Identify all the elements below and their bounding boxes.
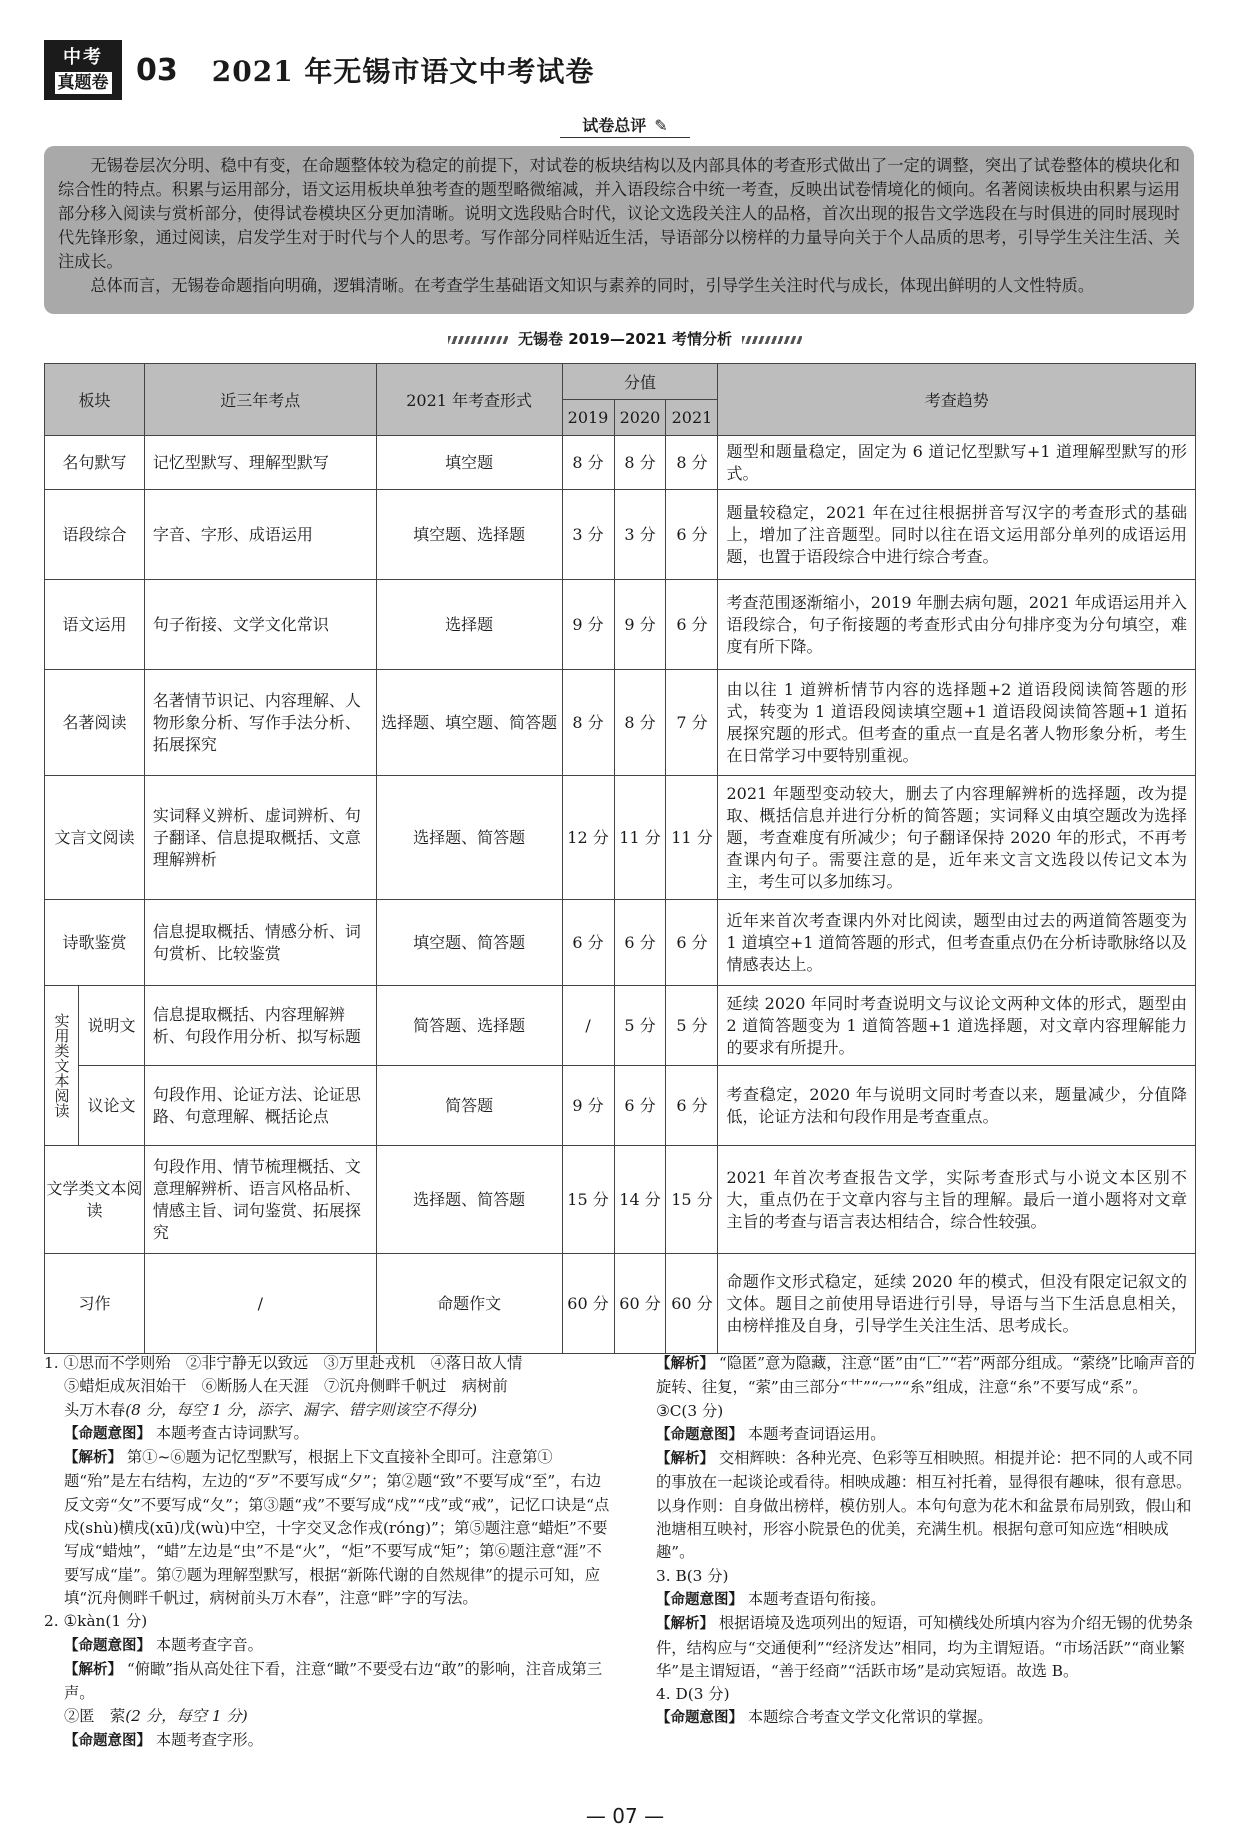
header-trend: 考查趋势 bbox=[718, 364, 1196, 436]
row-form: 选择题、简答题 bbox=[376, 1146, 562, 1254]
header-score: 分值 bbox=[562, 364, 718, 400]
pen-icon: ✎ bbox=[654, 116, 668, 135]
row-form: 选择题、填空题、简答题 bbox=[376, 670, 562, 776]
q1-line-3-text: 头万木春 bbox=[64, 1400, 126, 1419]
row-block: 名句默写 bbox=[45, 436, 145, 490]
q3-intent-text: 本题考查语句衔接。 bbox=[747, 1589, 886, 1608]
row-score-2020: 3 分 bbox=[614, 490, 666, 580]
row-block: 名著阅读 bbox=[45, 670, 145, 776]
page-header bbox=[44, 38, 594, 102]
row-block: 议论文 bbox=[78, 1066, 144, 1146]
row-block: 文学类文本阅读 bbox=[45, 1146, 145, 1254]
r2-analysis bbox=[656, 1447, 1196, 1564]
badge-bottom: 真题卷 bbox=[55, 72, 112, 94]
table-row bbox=[45, 900, 1196, 986]
row-block: 语段综合 bbox=[45, 490, 145, 580]
analysis-table bbox=[44, 363, 1196, 1354]
row-trend: 延续 2020 年同时考查说明文与议论文两种文体的形式，题型由 2 道简答题变为 1 道简答题+1 道选择题，对文章内容理解能力的要求有所提升。 bbox=[718, 986, 1196, 1066]
row-score-2019: 9 分 bbox=[562, 580, 614, 670]
heading-decoration-right bbox=[742, 336, 802, 344]
row-score-2020: 8 分 bbox=[614, 436, 666, 490]
row-score-2020: 9 分 bbox=[614, 580, 666, 670]
row-score-2020: 5 分 bbox=[614, 986, 666, 1066]
row-form: 简答题 bbox=[376, 1066, 562, 1146]
row-block: 说明文 bbox=[78, 986, 144, 1066]
q2-intent-2-text: 本题考查字形。 bbox=[155, 1730, 263, 1749]
q1-scoring-note: (8 分，每空 1 分，添字、漏字、错字则该空不得分) bbox=[125, 1400, 478, 1419]
q2-intent-text: 本题考查字音。 bbox=[155, 1635, 263, 1654]
analysis-tag: 【解析】 bbox=[656, 1451, 714, 1468]
row-points: 句段作用、论证方法、论证思路、句意理解、概括论点 bbox=[144, 1066, 376, 1146]
summary-box bbox=[44, 146, 1194, 314]
q3-analysis bbox=[656, 1612, 1196, 1683]
row-trend: 考查范围逐渐缩小，2019 年删去病句题，2021 年成语运用并入语段综合，句子衔接题的考查形式由分句排序变为分句填空，难度有所下降。 bbox=[718, 580, 1196, 670]
summary-paragraph-2: 总体而言，无锡卷命题指向明确，逻辑清晰。在考查学生基础语文知识与素养的同时，引导学生关注时代与成长，体现出鲜明的人文性特质。 bbox=[90, 276, 1095, 295]
q3-analysis-text: 根据语境及选项列出的短语，可知横线处所填内容为介绍无锡的优势条件，结构应与“交通便利”“经济发达”相同，均为主谓短语。“市场活跃”“商业繁华”是主谓短语，“善于经商”“活跃市场”是动宾短语。故选 B。 bbox=[656, 1614, 1194, 1680]
analysis-heading bbox=[0, 328, 1250, 349]
row-score-2019: / bbox=[562, 986, 614, 1066]
answers-right-column bbox=[656, 1352, 1196, 1731]
r2-answer: ③C(3 分) bbox=[656, 1401, 724, 1420]
row-form: 命题作文 bbox=[376, 1254, 562, 1354]
row-score-2019: 60 分 bbox=[562, 1254, 614, 1354]
row-points: 名著情节识记、内容理解、人物形象分析、写作手法分析、拓展探究 bbox=[144, 670, 376, 776]
summary-heading bbox=[0, 113, 1250, 136]
q2-intent bbox=[44, 1634, 614, 1658]
table-row bbox=[45, 776, 1196, 900]
row-score-2019: 15 分 bbox=[562, 1146, 614, 1254]
row-form: 填空题、简答题 bbox=[376, 900, 562, 986]
header-block: 板块 bbox=[45, 364, 145, 436]
r1-analysis-text: “隐匿”意为隐藏，注意“匿”由“匚”“若”两部分组成。“萦绕”比喻声音的旋转、往复，“萦”由三部分“艹”“冖”“糸”组成，注意“糸”不要写成“系”。 bbox=[656, 1354, 1195, 1397]
header-2020: 2020 bbox=[614, 400, 666, 436]
row-score-2021: 6 分 bbox=[666, 490, 718, 580]
q2-analysis-text: “俯瞰”指从高处往下看，注意“瞰”不要受右边“敢”的影响，注音成第三声。 bbox=[64, 1659, 603, 1703]
row-block: 诗歌鉴赏 bbox=[45, 900, 145, 986]
intent-tag: 【命题意图】 bbox=[656, 1591, 743, 1608]
table-row bbox=[45, 1146, 1196, 1254]
analysis-tag: 【解析】 bbox=[656, 1356, 714, 1372]
row-points: / bbox=[144, 1254, 376, 1354]
q2-analysis bbox=[44, 1658, 614, 1706]
q1-line-3 bbox=[44, 1399, 614, 1422]
row-score-2020: 11 分 bbox=[614, 776, 666, 900]
row-form: 填空题、选择题 bbox=[376, 490, 562, 580]
analysis-tag: 【解析】 bbox=[64, 1661, 122, 1678]
r2-intent-text: 本题考查词语运用。 bbox=[747, 1424, 886, 1443]
summary-title: 试卷总评 bbox=[582, 116, 647, 135]
intent-tag: 【命题意图】 bbox=[656, 1710, 743, 1727]
row-form: 选择题 bbox=[376, 580, 562, 670]
row-score-2021: 6 分 bbox=[666, 580, 718, 670]
row-trend: 2021 年题型变动较大，删去了内容理解辨析的选择题，改为提取、概括信息并进行分析的简答题；实词释义由填空题改为选择题，考查难度有所减少；句子翻译保持 2020 年的形式，不再考查课内句子。需要注意的是，近年来文言文选段以传记文本为主，考生可以多加练习。 bbox=[718, 776, 1196, 900]
row-score-2021: 5 分 bbox=[666, 986, 718, 1066]
row-score-2021: 11 分 bbox=[666, 776, 718, 900]
q2-answer: 2. ①kàn(1 分) bbox=[44, 1612, 148, 1631]
q2-intent-2 bbox=[44, 1729, 614, 1753]
analysis-title: 无锡卷 2019—2021 考情分析 bbox=[518, 330, 732, 348]
row-score-2021: 8 分 bbox=[666, 436, 718, 490]
intent-tag: 【命题意图】 bbox=[64, 1637, 151, 1654]
row-trend: 题量较稳定，2021 年在过往根据拼音写汉字的考查形式的基础上，增加了注音题型。同时以往在语文运用部分单列的成语运用题，也置于语段综合中进行综合考查。 bbox=[718, 490, 1196, 580]
exam-badge bbox=[44, 40, 122, 100]
q3-intent bbox=[656, 1588, 1196, 1612]
row-points: 句子衔接、文学文化常识 bbox=[144, 580, 376, 670]
row-block: 语文运用 bbox=[45, 580, 145, 670]
row-score-2021: 6 分 bbox=[666, 1066, 718, 1146]
row-trend: 近年来首次考查课内外对比阅读，题型由过去的两道简答题变为 1 道填空+1 道简答题的形式，但考查重点仍在分析诗歌脉络以及情感表达上。 bbox=[718, 900, 1196, 986]
row-score-2019: 3 分 bbox=[562, 490, 614, 580]
r2-analysis-text: 交相辉映：各种光亮、色彩等互相映照。相提并论：把不同的人或不同的事放在一起谈论或看待。相映成趣：相互衬托着，显得很有趣味，很有意思。以身作则：自身做出榜样，模仿别人。本句句意为花木和盆景布局别致，假山和池塘相互映衬，形容小院景色的优美，充满生机。根据句意可知应选“相映成趣”。 bbox=[656, 1449, 1194, 1562]
row-form: 填空题 bbox=[376, 436, 562, 490]
table-row bbox=[45, 436, 1196, 490]
row-score-2020: 8 分 bbox=[614, 670, 666, 776]
row-score-2019: 12 分 bbox=[562, 776, 614, 900]
summary-paragraph-1: 无锡卷层次分明、稳中有变，在命题整体较为稳定的前提下，对试卷的板块结构以及内部具体的考查形式做出了一定的调整，突出了试卷整体的模块化和综合性的特点。积累与运用部分，语文运用板块单独考查的题型略微缩减，并入语段综合中统一考查，反映出试卷情境化的倾向。名著阅读板块由积累与运用部分移入阅读与赏析部分，使得试卷模块区分更加清晰。说明文选段贴合时代，议论文选段关注人的品格，首次出现的报告文学选段在与时俱进的同时展现时代先锋形象，通过阅读，启发学生对于时代与个人的思考。写作部分同样贴近生活，导语部分以榜样的力量导向关于个人品质的思考，引导学生关注生活、关注成长。 bbox=[58, 156, 1180, 271]
table-row bbox=[45, 1254, 1196, 1354]
row-points: 记忆型默写、理解型默写 bbox=[144, 436, 376, 490]
badge-top: 中考 bbox=[63, 47, 103, 68]
q4-intent bbox=[656, 1706, 1196, 1730]
q2-scoring-note: (2 分，每空 1 分) bbox=[125, 1707, 248, 1726]
row-score-2021: 6 分 bbox=[666, 900, 718, 986]
q1-intent-text: 本题考查古诗词默写。 bbox=[155, 1423, 309, 1442]
q2-answer-2 bbox=[44, 1705, 614, 1728]
row-trend: 由以往 1 道辨析情节内容的选择题+2 道语段阅读简答题的形式，转变为 1 道语段阅读填空题+1 道语段阅读简答题+1 道拓展探究题的形式。但考查的重点一直是名著人物形象分析，考生在日常学习中要特别重视。 bbox=[718, 670, 1196, 776]
row-score-2020: 14 分 bbox=[614, 1146, 666, 1254]
row-score-2020: 6 分 bbox=[614, 900, 666, 986]
row-score-2020: 6 分 bbox=[614, 1066, 666, 1146]
table-row bbox=[45, 1066, 1196, 1146]
row-form: 选择题、简答题 bbox=[376, 776, 562, 900]
row-score-2019: 6 分 bbox=[562, 900, 614, 986]
row-block: 习作 bbox=[45, 1254, 145, 1354]
row-score-2020: 60 分 bbox=[614, 1254, 666, 1354]
row-trend: 2021 年首次考查报告文学，实际考查形式与小说文本区别不大，重点仍在于文章内容与主旨的理解。最后一道小题将对文章主旨的考查与语言表达相结合，综合性较强。 bbox=[718, 1146, 1196, 1254]
answers-left-column bbox=[44, 1352, 614, 1753]
row-block: 文言文阅读 bbox=[45, 776, 145, 900]
intent-tag: 【命题意图】 bbox=[64, 1732, 151, 1749]
summary-heading-underline bbox=[560, 137, 690, 138]
row-points: 句段作用、情节梳理概括、文意理解辨析、语言风格品析、情感主旨、词句鉴赏、拓展探究 bbox=[144, 1146, 376, 1254]
q1-line-2: ⑤蜡炬成灰泪始干 ⑥断肠人在天涯 ⑦沉舟侧畔千帆过 病树前 bbox=[64, 1377, 508, 1396]
q2-answer-2-text: ②匿 萦 bbox=[64, 1707, 126, 1726]
row-points: 信息提取概括、情感分析、词句赏析、比较鉴赏 bbox=[144, 900, 376, 986]
row-score-2019: 8 分 bbox=[562, 436, 614, 490]
header-form: 2021 年考查形式 bbox=[376, 364, 562, 436]
row-trend: 考查稳定，2020 年与说明文同时考查以来，题量减少，分值降低，论证方法和句段作用是考查重点。 bbox=[718, 1066, 1196, 1146]
row-trend: 命题作文形式稳定，延续 2020 年的模式，但没有限定记叙文的文体。题目之前使用导语进行引导，导语与当下生活息息相关，由榜样推及自身，引导学生关注生活、思考成长。 bbox=[718, 1254, 1196, 1354]
table-row bbox=[45, 580, 1196, 670]
paper-number: 03 bbox=[136, 52, 178, 88]
intent-tag: 【命题意图】 bbox=[64, 1425, 151, 1442]
row-form: 简答题、选择题 bbox=[376, 986, 562, 1066]
page-number: — 07 — bbox=[585, 1804, 665, 1828]
intent-tag: 【命题意图】 bbox=[656, 1426, 743, 1443]
q1-line-1: 1. ①思而不学则殆 ②非宁静无以致远 ③万里赴戎机 ④落日故人情 bbox=[44, 1354, 523, 1372]
q4-intent-text: 本题综合考查文学文化常识的掌握。 bbox=[747, 1708, 993, 1727]
page-title: 2021 年无锡市语文中考试卷 bbox=[211, 55, 595, 88]
header-2021: 2021 bbox=[666, 400, 718, 436]
row-points: 实词释义辨析、虚词辨析、句子翻译、信息提取概括、文意理解辨析 bbox=[144, 776, 376, 900]
row-score-2019: 9 分 bbox=[562, 1066, 614, 1146]
table-row bbox=[45, 670, 1196, 776]
q1-analysis-text: 第①~⑥题为记忆型默写，根据上下文直接补全即可。注意第①题“殆”是左右结构，左边的“歹”不要写成“夕”；第②题“致”不要写成“至”，右边反文旁“攵”不要写成“夂”；第③题“戎”不要写成“戍”“戌”或“戒”，记忆口诀是“点戍(shù)横戌(xū)戊(wù)中空，十字交叉念作戎(róng)”；第⑤题注意“蜡炬”不要写成“蜡烛”，“蜡”左边是“虫”不是“火”，“炬”不要写成“矩”；第⑥题注意“涯”不要写成“崖”。第⑦题为理解型默写，根据“新陈代谢的自然规律”的提示可知，应填“沉舟侧畔千帆过，病树前头万木春”，注意“畔”字的写法。 bbox=[64, 1448, 610, 1607]
analysis-tag: 【解析】 bbox=[64, 1450, 122, 1467]
heading-decoration-left bbox=[448, 336, 508, 344]
q1-intent bbox=[44, 1422, 614, 1446]
table-row bbox=[45, 986, 1196, 1066]
row-group-practical: 实用类文本阅读 bbox=[45, 986, 79, 1146]
header-2019: 2019 bbox=[562, 400, 614, 436]
row-score-2019: 8 分 bbox=[562, 670, 614, 776]
q3-answer: 3. B(3 分) bbox=[656, 1566, 729, 1585]
row-points: 字音、字形、成语运用 bbox=[144, 490, 376, 580]
row-score-2021: 15 分 bbox=[666, 1146, 718, 1254]
table-row bbox=[45, 490, 1196, 580]
header-points: 近三年考点 bbox=[144, 364, 376, 436]
q1-analysis bbox=[44, 1446, 614, 1610]
row-trend: 题型和题量稳定，固定为 6 道记忆型默写+1 道理解型默写的形式。 bbox=[718, 436, 1196, 490]
row-points: 信息提取概括、内容理解辨析、句段作用分析、拟写标题 bbox=[144, 986, 376, 1066]
row-score-2021: 60 分 bbox=[666, 1254, 718, 1354]
q4-answer: 4. D(3 分) bbox=[656, 1685, 730, 1704]
r2-intent bbox=[656, 1423, 1196, 1447]
r1-analysis bbox=[656, 1352, 1196, 1400]
row-score-2021: 7 分 bbox=[666, 670, 718, 776]
analysis-tag: 【解析】 bbox=[656, 1616, 714, 1633]
